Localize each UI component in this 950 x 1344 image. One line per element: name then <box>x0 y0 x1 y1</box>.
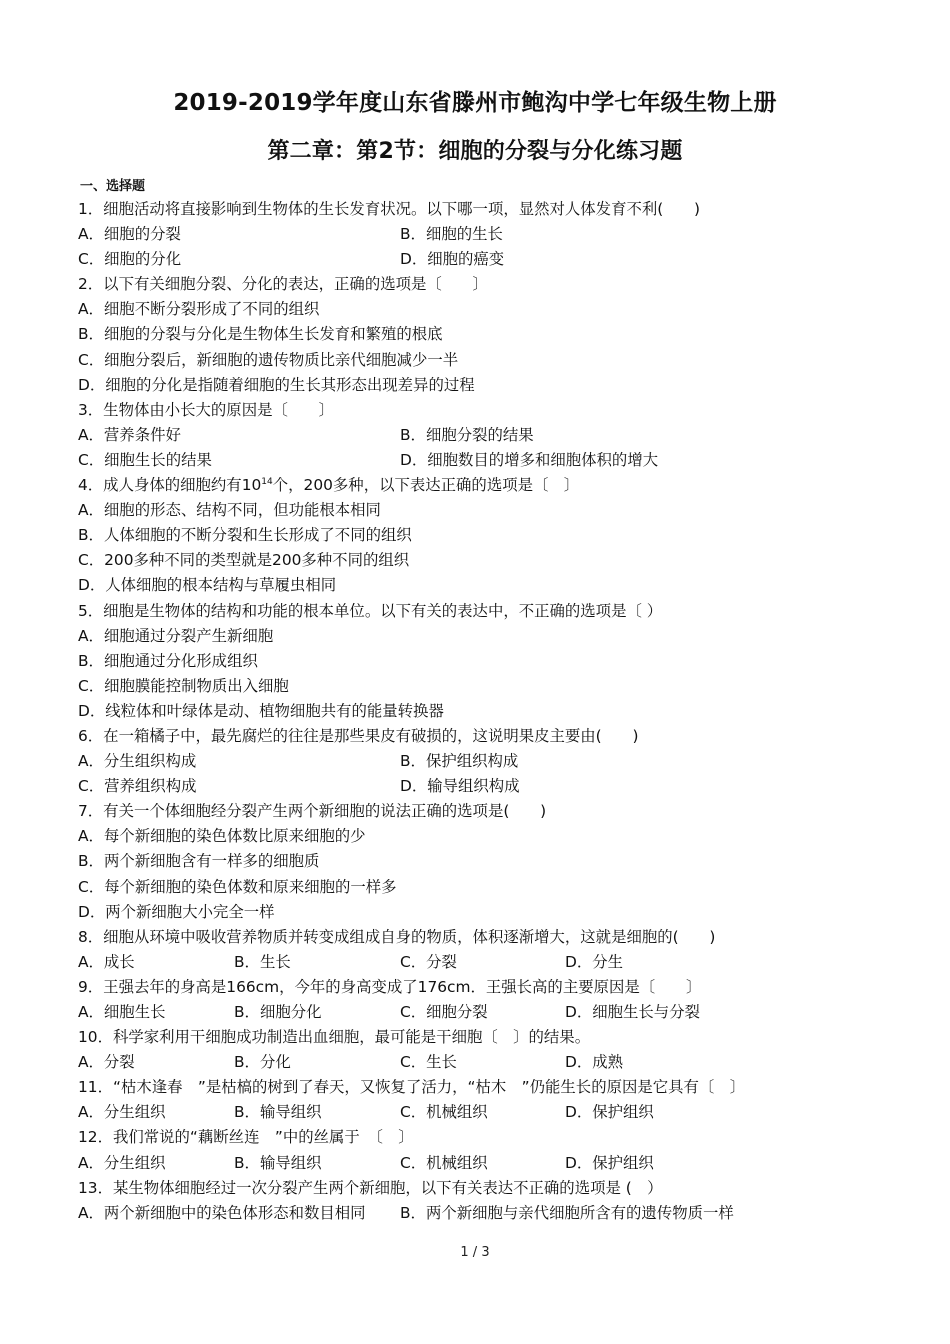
option-row <box>78 247 878 272</box>
option-row <box>78 649 878 674</box>
document-title-line1: 2019-2019学年度山东省滕州市鲍沟中学七年级生物上册 <box>173 90 777 116</box>
answer-option: C．每个新细胞的染色体数和原来细胞的一样多 <box>78 877 397 896</box>
question-text: 10．科学家利用干细胞成功制造出血细胞，最可能是干细胞〔 〕的结果。 <box>78 1028 591 1047</box>
answer-option: D．分生 <box>565 952 624 971</box>
option-row <box>78 1100 878 1125</box>
question-stem <box>78 799 878 824</box>
answer-option: B．输导组织 <box>234 1153 322 1172</box>
question-stem <box>78 724 878 749</box>
answer-option: B．细胞的分裂与分化是生物体生长发育和繁殖的根底 <box>78 325 443 344</box>
option-row <box>78 548 878 573</box>
answer-option: C．细胞分裂后，新细胞的遗传物质比亲代细胞减少一半 <box>78 350 459 369</box>
question-text: 7．有关一个体细胞经分裂产生两个新细胞的说法正确的选项是( ) <box>78 802 547 821</box>
option-row <box>78 624 878 649</box>
section-label: 一、选择题 <box>80 179 146 194</box>
answer-option: D．输导组织构成 <box>400 777 520 796</box>
option-row <box>78 222 878 247</box>
answer-option: D．细胞数目的增多和细胞体积的增大 <box>400 450 659 469</box>
answer-option: C．200多种不同的类型就是200多种不同的组织 <box>78 551 410 570</box>
option-row <box>78 498 878 523</box>
answer-option: A．两个新细胞中的染色体形态和数目相同 <box>78 1203 366 1222</box>
answer-option: A．分生组织构成 <box>78 752 197 771</box>
option-row <box>78 1000 878 1025</box>
answer-option: B．分化 <box>234 1053 291 1072</box>
answer-option: A．分生组织 <box>78 1153 166 1172</box>
answer-option: D．细胞的分化是指随着细胞的生长其形态出现差异的过程 <box>78 375 475 394</box>
answer-option: A．营养条件好 <box>78 425 181 444</box>
option-row <box>78 448 878 473</box>
option-row <box>78 824 878 849</box>
answer-option: C．机械组织 <box>400 1103 488 1122</box>
option-row <box>78 373 878 398</box>
answer-option: A．细胞的形态、结构不同，但功能根本相同 <box>78 501 381 520</box>
option-row <box>78 573 878 598</box>
question-text: 13．某生物体细胞经过一次分裂产生两个新细胞，以下有关表达不正确的选项是 ( ） <box>78 1178 663 1197</box>
question-text: 11．“枯木逢春 ”是枯槁的树到了春天，又恢复了活力，“枯木 ”仍能生长的原因是它具有〔 〕 <box>78 1078 746 1097</box>
option-row <box>78 875 878 900</box>
answer-option: B．人体细胞的不断分裂和生长形成了不同的组织 <box>78 526 412 545</box>
question-stem <box>78 975 878 1000</box>
question-text: 9．王强去年的身高是166cm，今年的身高变成了176cm．王强长高的主要原因是〔 〕 <box>78 977 702 996</box>
question-text: 4．成人身体的细胞约有10 <box>78 476 262 495</box>
answer-option: A．细胞的分裂 <box>78 225 181 244</box>
question-stem <box>78 1075 878 1100</box>
option-row <box>78 774 878 799</box>
answer-option: D．保护组织 <box>565 1103 654 1122</box>
question-stem <box>78 599 878 624</box>
question-stem <box>78 197 878 222</box>
question-stem <box>78 1025 878 1050</box>
answer-option: C．生长 <box>400 1053 457 1072</box>
option-row <box>78 1050 878 1075</box>
page-number: 1 / 3 <box>460 1245 490 1260</box>
option-row <box>78 699 878 724</box>
answer-option: D．成熟 <box>565 1053 624 1072</box>
answer-option: D．细胞生长与分裂 <box>565 1003 700 1021</box>
question-stem <box>78 1125 878 1150</box>
answer-option: B．细胞分裂的结果 <box>400 425 534 444</box>
answer-option: D．人体细胞的根本结构与草履虫相同 <box>78 576 337 595</box>
option-row <box>78 950 878 975</box>
answer-option: A．细胞通过分裂产生新细胞 <box>78 626 274 645</box>
option-row <box>78 900 878 925</box>
answer-option: B．输导组织 <box>234 1103 322 1122</box>
question-text: 2．以下有关细胞分裂、分化的表达，正确的选项是〔 〕 <box>78 275 488 294</box>
question-stem <box>78 473 878 498</box>
question-text: 8．细胞从环境中吸收营养物质并转变成组成自身的物质，体积逐渐增大，这就是细胞的( ) <box>78 927 716 946</box>
question-stem <box>78 398 878 423</box>
answer-option: A．成长 <box>78 952 135 971</box>
answer-option: B．保护组织构成 <box>400 752 519 771</box>
answer-option: B．细胞分化 <box>234 1003 322 1021</box>
question-stem <box>78 1176 878 1201</box>
answer-option: C．营养组织构成 <box>78 777 197 796</box>
answer-option: D．线粒体和叶绿体是动、植物细胞共有的能量转换器 <box>78 701 444 720</box>
option-row <box>78 1151 878 1176</box>
answer-option: B．两个新细胞含有一样多的细胞质 <box>78 852 320 871</box>
option-row <box>78 523 878 548</box>
option-row <box>78 849 878 874</box>
question-list <box>78 197 878 1226</box>
answer-option: B．细胞的生长 <box>400 225 503 244</box>
answer-option: C．细胞生长的结果 <box>78 450 212 469</box>
question-text: 6．在一箱橘子中，最先腐烂的往往是那些果皮有破损的，这说明果皮主要由( ) <box>78 726 639 745</box>
answer-option: A．每个新细胞的染色体数比原来细胞的少 <box>78 827 366 846</box>
answer-option: B．两个新细胞与亲代细胞所含有的遗传物质一样 <box>400 1203 734 1222</box>
question-text: 5．细胞是生物体的结构和功能的根本单位。以下有关的表达中，不正确的选项是〔 ） <box>78 601 663 620</box>
answer-option: C．细胞膜能控制物质出入细胞 <box>78 676 289 695</box>
option-row <box>78 348 878 373</box>
option-row <box>78 674 878 699</box>
answer-option: A．分裂 <box>78 1053 135 1072</box>
answer-option: A．细胞生长 <box>78 1003 166 1021</box>
option-row <box>78 1201 878 1226</box>
answer-option: D．两个新细胞大小完全一样 <box>78 902 275 921</box>
option-row <box>78 749 878 774</box>
option-row <box>78 322 878 347</box>
option-row <box>78 297 878 322</box>
answer-option: C．细胞分裂 <box>400 1003 488 1021</box>
question-text: 12．我们常说的“藕断丝连 ”中的丝属于 〔 〕 <box>78 1128 414 1147</box>
option-row <box>78 423 878 448</box>
answer-option: D．细胞的癌变 <box>400 250 505 269</box>
question-stem <box>78 925 878 950</box>
answer-option: B．生长 <box>234 952 291 971</box>
answer-option: A．分生组织 <box>78 1103 166 1122</box>
exponent: 14 <box>261 476 273 487</box>
question-text: 3．生物体由小长大的原因是〔 〕 <box>78 400 335 419</box>
answer-option: D．保护组织 <box>565 1153 654 1172</box>
question-text-tail: 个，200多种，以下表达正确的选项是〔 〕 <box>272 476 580 495</box>
answer-option: B．细胞通过分化形成组织 <box>78 651 258 670</box>
question-stem <box>78 272 878 297</box>
answer-option: C．机械组织 <box>400 1153 488 1172</box>
answer-option: A．细胞不断分裂形成了不同的组织 <box>78 300 320 319</box>
answer-option: C．分裂 <box>400 952 457 971</box>
question-text: 1．细胞活动将直接影响到生物体的生长发育状况。以下哪一项，显然对人体发育不利( ) <box>78 200 701 218</box>
answer-option: C．细胞的分化 <box>78 250 182 269</box>
document-title-line2: 第二章：第2节：细胞的分裂与分化练习题 <box>267 139 683 164</box>
